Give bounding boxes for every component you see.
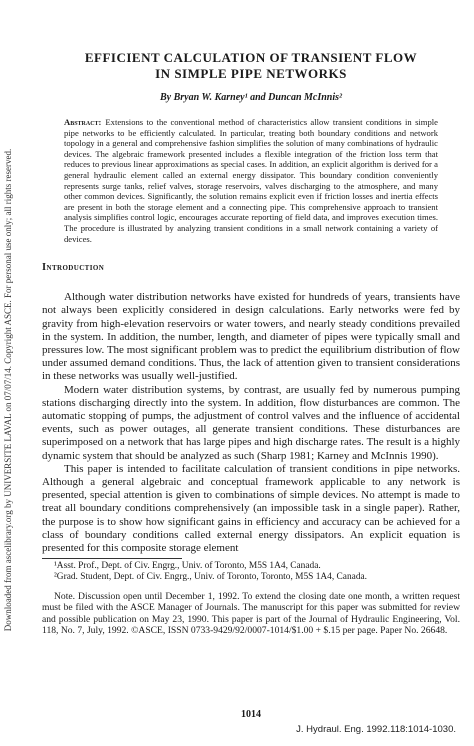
section-heading-introduction: Introduction — [42, 262, 105, 274]
abstract-label: Abstract: — [64, 117, 102, 127]
discussion-note — [42, 591, 460, 636]
footnote-1: ¹Asst. Prof., Dept. of Civ. Engrg., Univ. of Toronto, M5S 1A4, Canada. — [54, 561, 321, 572]
body-text — [42, 291, 460, 555]
download-watermark — [2, 110, 14, 670]
footnotes — [42, 561, 460, 583]
journal-citation: J. Hydraul. Eng. 1992.118:1014-1030. — [296, 724, 456, 735]
discussion-note-text: Note. Discussion open until December 1, 1992. To extend the closing date one month, a written request must be filed with the ASCE Manager of Journals. The manuscript for this paper was submitted for review and possible publication on May 23, 1990. This paper is part of the Journal of Hydraulic Engineering, Vol. 118, No. 7, July, 1992. ©ASCE, ISSN 0733-9429/92/0007-1014/$1.00 + $.15 per page. Paper No. 26648. — [42, 591, 460, 637]
body-paragraph: This paper is intended to facilitate calculation of transient conditions in pipe networks. Although a general algebraic and conceptual framework applicable to any network is presented, special attention is given to combinations of simple devices. No attempt is made to treat all boundary conditions comprehensively (an impossible task in a single paper). Rather, the purpose is to show how significant gains in efficiency and accuracy can be achieved for a class of boundary conditions called external energy dissipators. An explicit equation is presented for this composite storage element — [42, 462, 460, 554]
download-watermark-text: Downloaded from ascelibrary.org by UNIVERSITE LAVAL on 07/07/14. Copyright ASCE. For personal use only; all rights reserved. — [3, 148, 13, 632]
footnote-divider — [42, 558, 182, 559]
paper-page — [42, 50, 460, 720]
paper-title: EFFICIENT CALCULATION OF TRANSIENT FLOW IN SIMPLE PIPE NETWORKS — [84, 50, 418, 81]
page-number: 1014 — [241, 709, 261, 720]
body-paragraph: Modern water distribution systems, by contrast, are usually fed by numerous pumping stations discharging directly into the system. In addition, flow disturbances are common. The automatic stopping of pumps, the adjustment of control valves and the influence of accidental events, such as power outages, all generate transient conditions. These disturbances are superimposed on a network that has large pipes and high discharge rates. The result is a highly dynamic system that should be analyzed as such (Sharp 1981; Karney and McInnis 1990). — [42, 383, 460, 462]
body-paragraph: Although water distribution networks have existed for hundreds of years, transients have not always been explicitly considered in design calculations. Early networks were fed by gravity from high-elevation reservoirs or water towers, and nearly steady conditions prevailed in the system. In addition, the number, length, and diameter of pipes were typically small and pressures low. The most significant problem was to predict the equilibrium distribution of flow under assumed demand conditions. Thus, the lack of attention given to transient considerations in these networks was usually well-justified. — [42, 291, 460, 383]
abstract — [64, 117, 438, 244]
abstract-text: Extensions to the conventional method of characteristics allow transient conditions in simple pipe networks to be efficiently calculated. In particular, treating both boundary conditions and network topology in a general and comprehensive fashion simplifies the solution of many combinations of hydraulic devices. The algebraic framework presented includes a flexible integration of the friction loss term that reduces to previous linear approximations as special cases. In addition, an explicit algorithm is derived for a general hydraulic element called an external energy dissipator. This boundary condition conveniently represents surge tanks, relief valves, storage reservoirs, valves discharging to the atmosphere, and many other common devices. Significantly, the solution remains explicit even if friction losses and inertia effects are present in both the storage element and a connecting pipe. This comprehensive approach to transient analysis simplifies control logic, encourages accurate reporting of field data, and improves execution times. The procedure is illustrated by analyzing transient conditions in a small network containing a variety of devices. — [64, 117, 438, 244]
footnote-2: ²Grad. Student, Dept. of Civ. Engrg., Univ. of Toronto, Toronto, M5S 1A4, Canada. — [54, 572, 368, 583]
paper-authors: By Bryan W. Karney¹ and Duncan McInnis² — [159, 92, 343, 103]
